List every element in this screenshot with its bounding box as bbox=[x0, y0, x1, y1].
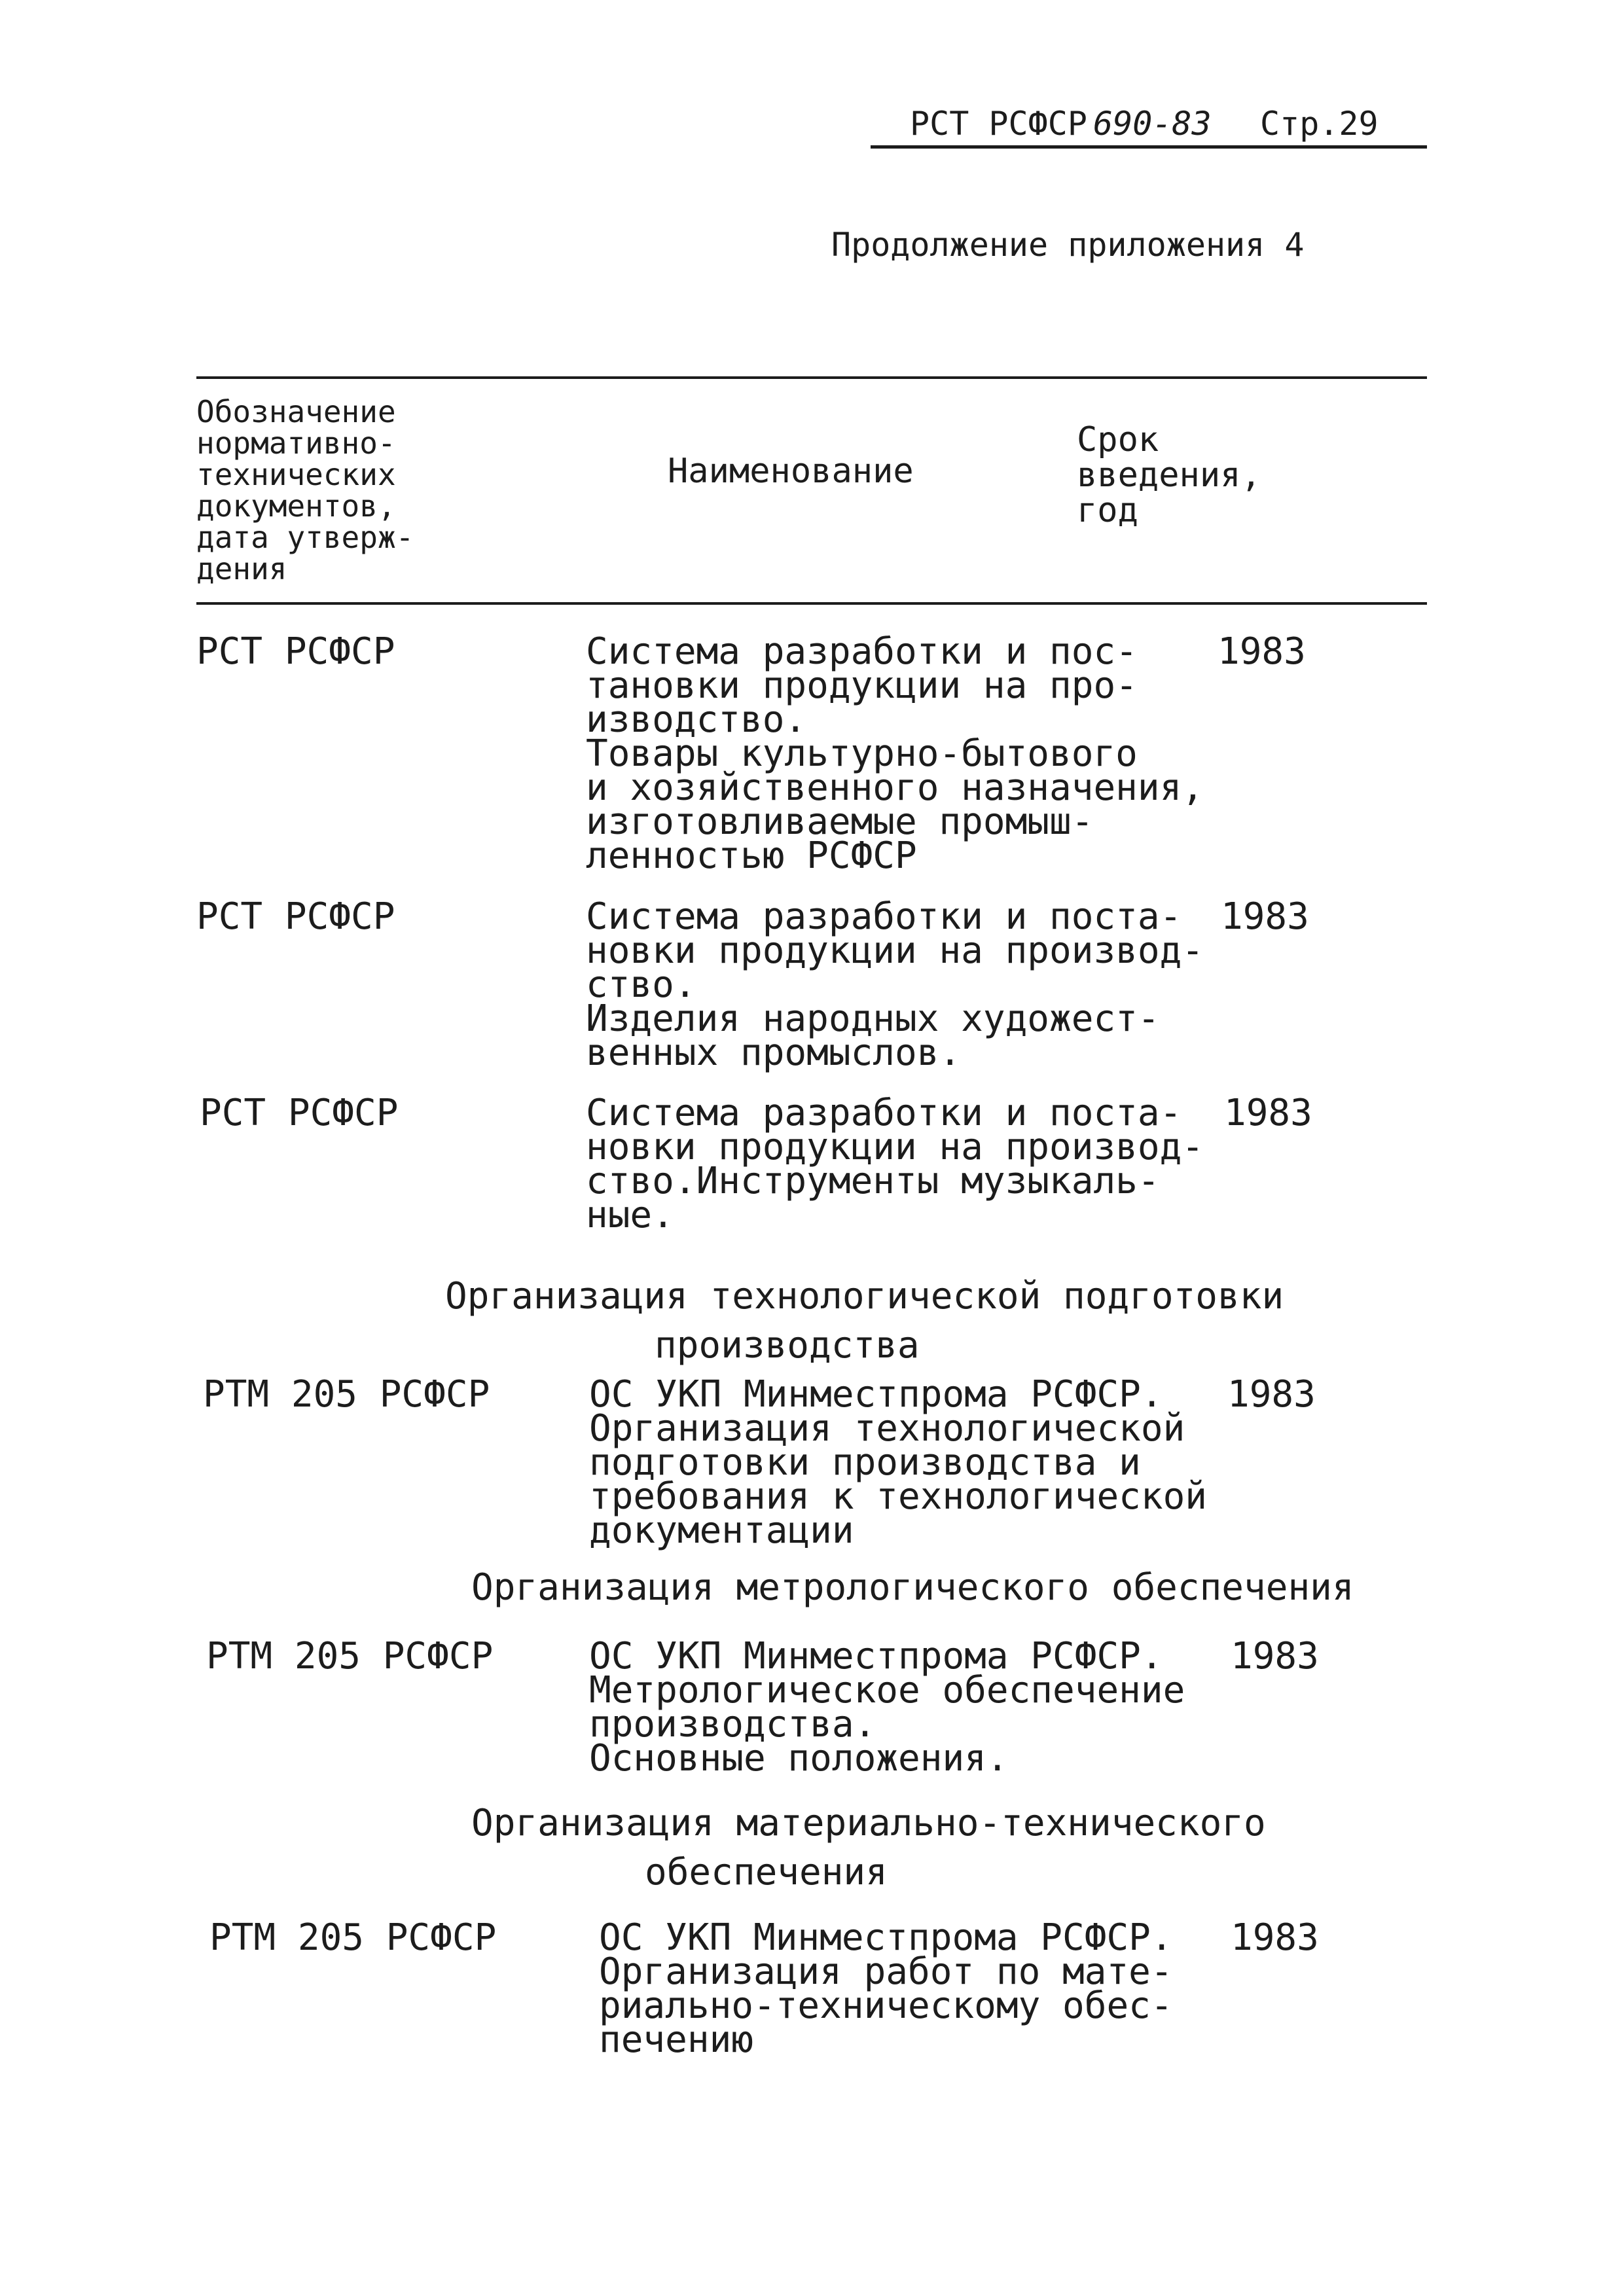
row-name: ОС УКП Минместпрома РСФСР. Организация технологической подготовки производства и требования к технологической документации bbox=[589, 1373, 1208, 1552]
row-name: Система разработки и пос- тановки продукции на про- изводство. Товары культурно-бытового и хозяйственного назначения, изготовливаемые промыш- ленностью РСФСР bbox=[586, 630, 1204, 877]
row-designation: РТМ 205 РСФСР bbox=[203, 1373, 490, 1416]
document-number: 690-83 bbox=[1093, 105, 1212, 143]
section-heading: Организация метрологического обеспечения bbox=[471, 1566, 1354, 1609]
row-designation: РТМ 205 РСФСР bbox=[209, 1916, 497, 1959]
row-year: 1983 bbox=[1227, 1373, 1316, 1416]
row-year: 1983 bbox=[1231, 1635, 1319, 1677]
col-header-name: Наименование bbox=[668, 452, 914, 491]
row-name: Система разработки и поста- новки продукции на производ- ство. Изделия народных художест- венных промыслов. bbox=[586, 895, 1204, 1074]
section-heading-continued: производства bbox=[655, 1324, 920, 1367]
col-header-designation: Обозначение нормативно- технических документов, дата утверж- дения bbox=[196, 394, 414, 586]
document-code: РСТ РСФСР bbox=[910, 105, 1087, 143]
row-year: 1983 bbox=[1231, 1916, 1319, 1959]
col-header-year: Срок введения, год bbox=[1077, 420, 1261, 530]
row-name: Система разработки и поста- новки продукции на производ- ство.Инструменты музыкаль- ные. bbox=[586, 1092, 1204, 1236]
row-designation: РСТ РСФСР bbox=[200, 1092, 399, 1134]
section-heading-continued: обеспечения bbox=[645, 1851, 888, 1893]
row-designation: РСТ РСФСР bbox=[196, 630, 395, 673]
continuation-label: Продолжение приложения 4 bbox=[831, 226, 1305, 264]
section-heading: Организация материально-технического bbox=[471, 1802, 1266, 1844]
row-year: 1983 bbox=[1218, 630, 1306, 673]
row-designation: РТМ 205 РСФСР bbox=[206, 1635, 494, 1677]
row-year: 1983 bbox=[1221, 895, 1309, 938]
page-number: Стр.29 bbox=[1260, 105, 1379, 143]
header-underline bbox=[871, 145, 1427, 149]
section-heading: Организация технологической подготовки bbox=[445, 1275, 1284, 1318]
row-name: ОС УКП Минместпрома РСФСР. Организация работ по мате- риально-техническому обес- печению bbox=[599, 1916, 1173, 2061]
table-header-rule bbox=[196, 602, 1427, 605]
row-name: ОС УКП Минместпрома РСФСР. Метрологическое обеспечение производства. Основные положения. bbox=[589, 1635, 1185, 1780]
table-top-rule bbox=[196, 376, 1427, 379]
row-designation: РСТ РСФСР bbox=[196, 895, 395, 938]
row-year: 1983 bbox=[1224, 1092, 1312, 1134]
